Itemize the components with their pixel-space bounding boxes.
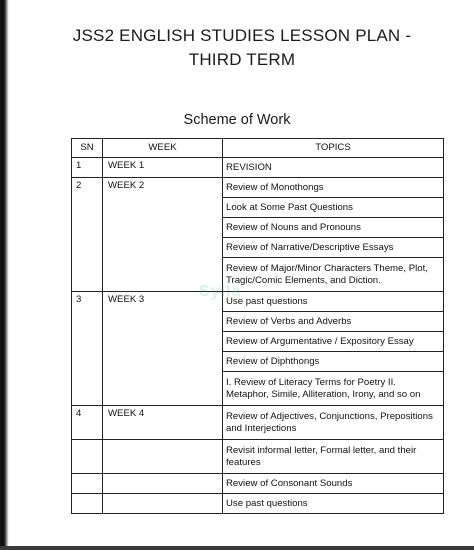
title-line-1: JSS2 ENGLISH STUDIES LESSON PLAN -: [72, 26, 412, 45]
document-title: [40, 24, 444, 72]
row-topic: Review of Nouns and Pronouns: [223, 218, 444, 238]
photo-edge-left: [0, 0, 9, 550]
table-row: [72, 494, 444, 514]
row-topic: I. Review of Literacy Terms for Poetry II. Metaphor, Simile, Alliteration, Irony, and so on: [223, 372, 444, 406]
table-row: [72, 440, 444, 474]
title-line-2: THIRD TERM: [188, 50, 296, 69]
scheme-of-work-table: [71, 138, 444, 514]
row-week: WEEK 1: [103, 158, 223, 178]
header-week: WEEK: [103, 139, 223, 158]
table-header-row: [72, 139, 444, 158]
header-sn: SN: [72, 139, 103, 158]
table-row: [72, 178, 444, 198]
table-row: [72, 406, 444, 440]
row-topic: Review of Diphthongs: [223, 352, 444, 372]
row-topic: Review of Verbs and Adverbs: [223, 312, 444, 332]
scheme-of-work-heading: Scheme of Work: [183, 112, 291, 128]
row-sn-empty: [72, 440, 103, 474]
row-week: WEEK 4: [103, 406, 223, 440]
row-sn-empty: [72, 494, 103, 514]
row-topic: Look at Some Past Questions: [223, 198, 444, 218]
row-sn-empty: [72, 474, 103, 494]
row-week-empty: [103, 494, 223, 514]
row-topic: Use past questions: [223, 494, 444, 514]
row-sn: 1: [72, 158, 103, 178]
row-week: WEEK 3: [103, 292, 223, 406]
row-week-empty: [103, 440, 223, 474]
watermark-logo: Sylla: [199, 283, 242, 300]
photo-edge-bottom: [0, 546, 474, 550]
header-topics: TOPICS: [223, 139, 444, 158]
row-topic: Review of Major/Minor Characters Theme, Plot, Tragic/Comic Elements, and Diction.: [223, 258, 444, 292]
row-topic: REVISION: [223, 158, 444, 178]
row-topic: Revisit informal letter, Formal letter, and their features: [223, 440, 444, 474]
row-topic: Use past questions: [223, 292, 444, 312]
row-sn: 3: [72, 292, 103, 406]
row-sn: 2: [72, 178, 103, 292]
table-row: [72, 292, 444, 312]
row-week: WEEK 2: [103, 178, 223, 292]
table-row: [72, 158, 444, 178]
row-topic: Review of Narrative/Descriptive Essays: [223, 238, 444, 258]
row-sn: 4: [72, 406, 103, 440]
row-topic: Review of Adjectives, Conjunctions, Prepositions and Interjections: [223, 406, 444, 440]
row-week-empty: [103, 474, 223, 494]
row-topic: Review of Argumentative / Expository Essay: [223, 332, 444, 352]
table-row: [72, 474, 444, 494]
row-topic: Review of Monothongs: [223, 178, 444, 198]
row-topic: Review of Consonant Sounds: [223, 474, 444, 494]
